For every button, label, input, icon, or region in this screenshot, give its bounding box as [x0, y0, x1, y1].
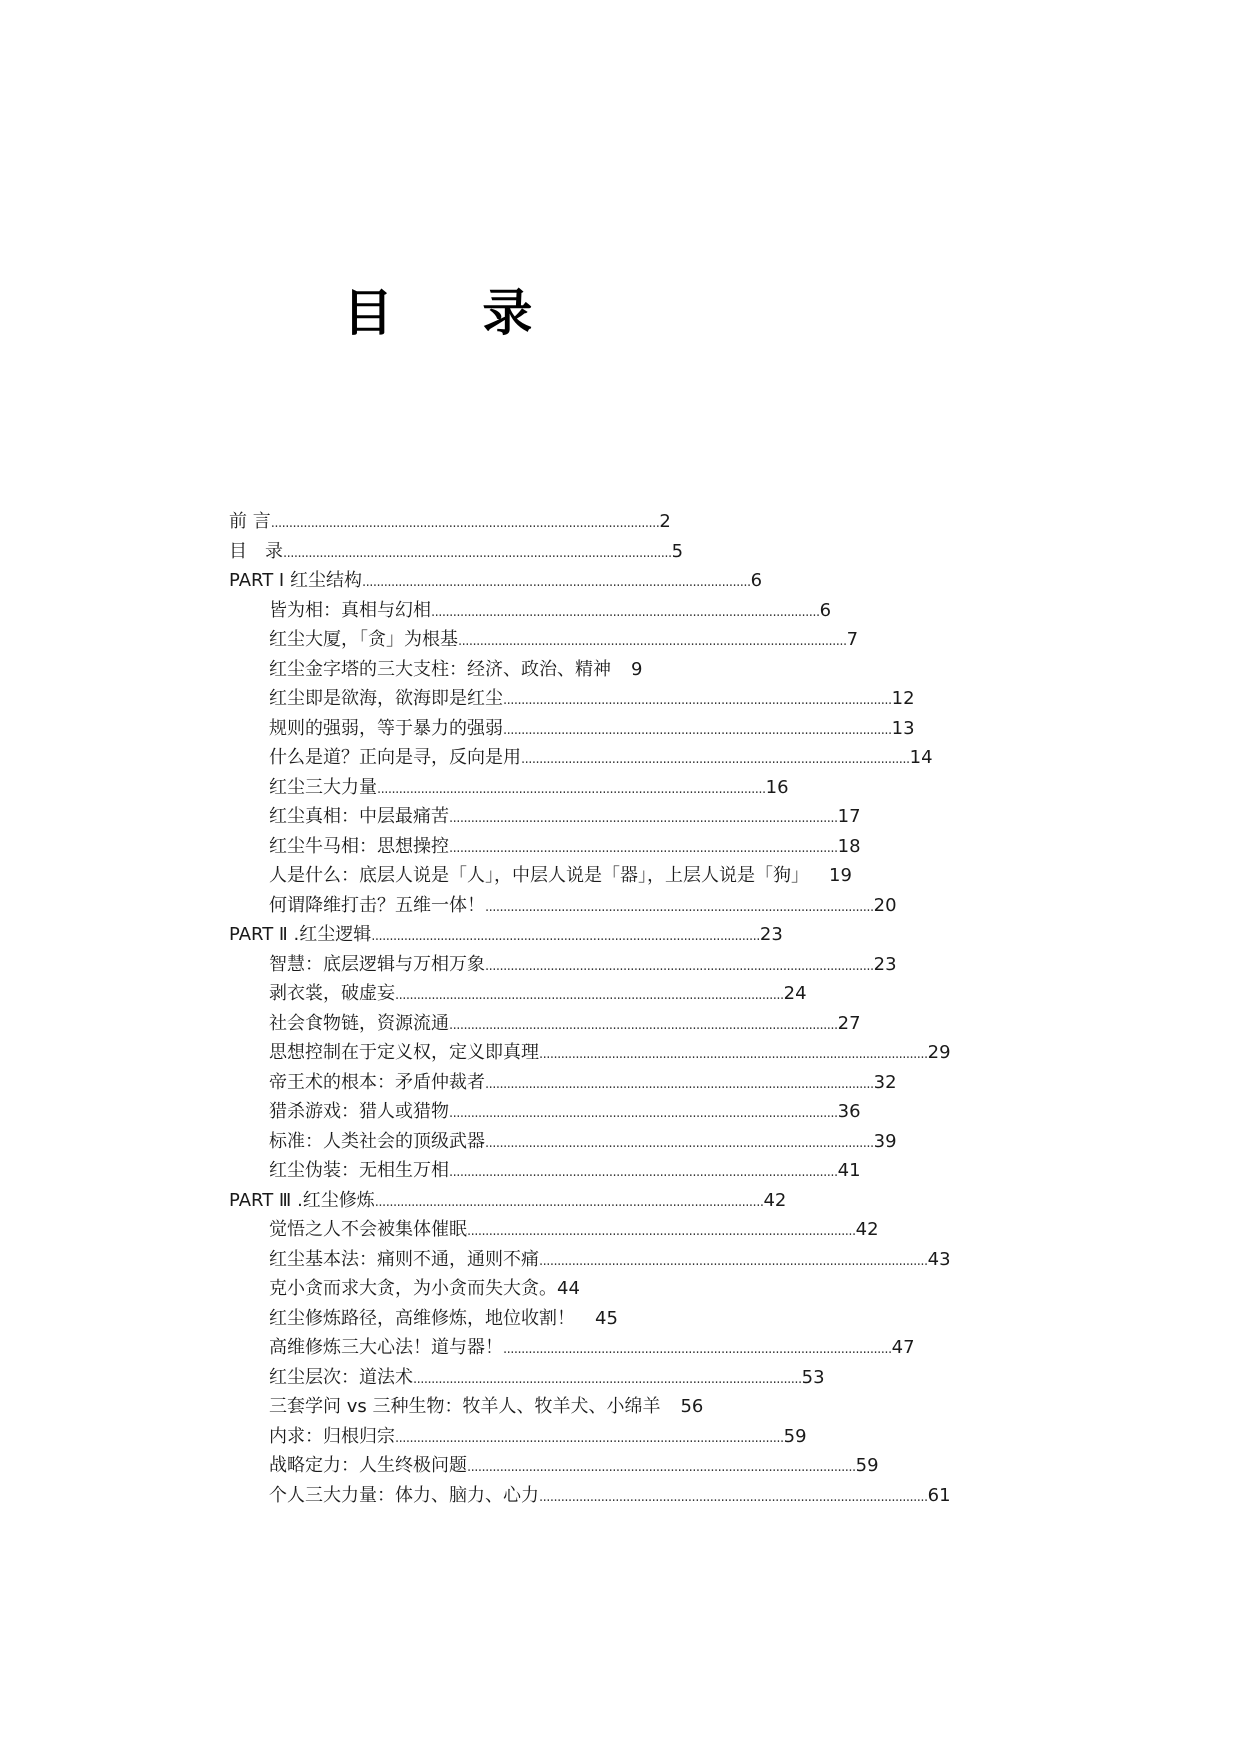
- toc-entry[interactable]: [229, 596, 832, 626]
- toc-entry-title: 社会食物链，资源流通: [269, 1012, 449, 1034]
- toc-leader-dots: ...........................................................................................................: [521, 752, 910, 767]
- toc-leader-dots: ...........................................................................................................: [395, 1430, 784, 1446]
- toc-page-number: 20: [873, 894, 897, 916]
- toc-entry[interactable]: [229, 1038, 951, 1068]
- toc-entry[interactable]: [229, 655, 929, 685]
- toc-page-number: 39: [873, 1130, 897, 1152]
- toc-leader-dots: ...........................................................................................................: [458, 634, 847, 649]
- toc-leader-dots: ...........................................................................................................: [467, 1224, 856, 1239]
- toc-entry-title: 标准：人类社会的顶级武器: [269, 1130, 485, 1152]
- toc-entry[interactable]: [229, 1186, 787, 1216]
- toc-leader-dots: ...........................................................................................................: [503, 722, 892, 738]
- toc-entry[interactable]: [229, 714, 915, 744]
- toc-page-number: 29: [927, 1042, 951, 1063]
- toc-page-number: 2: [659, 511, 671, 532]
- toc-page-number: 43: [927, 1248, 951, 1270]
- toc-entry-title: 规则的强弱，等于暴力的强弱: [269, 717, 503, 739]
- toc-entry-title: 思想控制在于定义权，定义即真理: [269, 1042, 539, 1063]
- toc-entry-title: 猎杀游戏：猎人或猎物: [269, 1101, 449, 1122]
- toc-entry[interactable]: [229, 1451, 879, 1481]
- toc-entry-title: 内求：归根归宗: [269, 1425, 395, 1447]
- toc-page-number: 24: [783, 983, 807, 1004]
- toc-entry-title: 红尘伪装：无相生万相: [269, 1160, 449, 1181]
- toc-entry-title: 智慧：底层逻辑与万相万象: [269, 953, 485, 975]
- toc-entry[interactable]: [229, 1304, 929, 1334]
- toc-page-number: 6: [750, 570, 763, 591]
- toc-entry-title: 人是什么：底层人说是「人」，中层人说是「器」，上层人说是「狗」: [269, 865, 809, 886]
- toc-entry-title: 红尘层次：道法术: [269, 1366, 413, 1388]
- toc-leader-dots: ...........................................................................................................: [485, 1076, 874, 1092]
- toc-leader-dots: ...........................................................................................................: [539, 1047, 928, 1062]
- toc-leader-dots: ...........................................................................................................: [449, 811, 838, 826]
- toc-page-number: 59: [855, 1455, 879, 1476]
- toc-page-number: 53: [801, 1366, 825, 1388]
- toc-entry[interactable]: [229, 1068, 897, 1098]
- toc-entry-title: 红尘金字塔的三大支柱：经济、政治、精神: [269, 658, 611, 680]
- toc-page-number: 16: [765, 776, 789, 798]
- page-title: 目 录: [343, 284, 569, 342]
- toc-entry[interactable]: [229, 832, 861, 862]
- toc-entry-title: 觉悟之人不会被集体催眠: [269, 1219, 467, 1240]
- toc-entry-title: 什么是道？正向是寻，反向是用: [269, 747, 521, 768]
- toc-entry-title: 剥衣裳，破虚妄: [269, 983, 395, 1004]
- toc-entry-title: PART Ⅰ 红尘结构: [229, 570, 362, 591]
- toc-page-number: 61: [927, 1484, 951, 1506]
- toc-entry-title: PART Ⅲ .红尘修炼: [229, 1189, 375, 1211]
- toc-entry-title: 红尘牛马相：思想操控: [269, 835, 449, 857]
- toc-entry[interactable]: [229, 1097, 861, 1127]
- toc-page-number: 44: [557, 1278, 580, 1299]
- toc-entry[interactable]: [229, 1392, 929, 1422]
- toc-leader-dots: ...........................................................................................................: [539, 1489, 928, 1505]
- toc-entry[interactable]: [229, 1156, 861, 1186]
- toc-page-number: 12: [891, 688, 915, 709]
- toc-entry-title: 克小贪而求大贪，为小贪而失大贪。: [269, 1278, 557, 1299]
- toc-entry[interactable]: [229, 920, 783, 950]
- toc-page-number: 17: [837, 806, 861, 827]
- toc-entry[interactable]: [229, 1333, 915, 1363]
- toc-entry-title: 红尘大厦，「贪」为根基: [269, 629, 458, 650]
- toc-page-number: 23: [873, 953, 897, 975]
- toc-leader-dots: ...........................................................................................................: [283, 545, 672, 561]
- toc-entry-title: 前 言: [229, 511, 271, 532]
- toc-leader-dots: ...........................................................................................................: [371, 929, 760, 944]
- toc-entry-title: 红尘即是欲海，欲海即是红尘: [269, 688, 503, 709]
- toc-page-number: 27: [837, 1012, 861, 1034]
- toc-page-number: 42: [855, 1219, 879, 1240]
- toc-page-number: 13: [891, 717, 915, 739]
- toc-entry[interactable]: [229, 1009, 861, 1039]
- toc-entry[interactable]: [229, 684, 915, 714]
- toc-entry[interactable]: [229, 537, 684, 567]
- toc-page-number: 56: [680, 1396, 704, 1417]
- toc-leader-dots: ...........................................................................................................: [485, 899, 874, 915]
- toc-leader-dots: ...........................................................................................................: [449, 1165, 838, 1180]
- toc-leader-dots: ...........................................................................................................: [449, 840, 838, 856]
- toc-entry-title: 目 录: [229, 540, 283, 562]
- toc-page-number: 6: [819, 599, 832, 621]
- toc-entry[interactable]: [229, 743, 933, 773]
- toc-entry[interactable]: [229, 802, 861, 832]
- toc-leader-dots: ...........................................................................................................: [413, 1371, 802, 1387]
- toc-entry-title: 高维修炼三大心法！道与器！: [269, 1337, 503, 1358]
- toc-leader-dots: ...........................................................................................................: [485, 958, 874, 974]
- toc-entry[interactable]: [229, 1215, 879, 1245]
- toc-page-number: 36: [837, 1101, 861, 1122]
- toc-entry-title: 红尘真相：中层最痛苦: [269, 806, 449, 827]
- toc-entry[interactable]: [229, 1481, 951, 1511]
- toc-entry[interactable]: [229, 950, 897, 980]
- table-of-contents: [229, 507, 951, 1510]
- toc-page-number: 19: [829, 865, 852, 886]
- toc-entry[interactable]: [229, 773, 789, 803]
- toc-page-number: 14: [909, 747, 933, 768]
- toc-page-number: 18: [837, 835, 861, 857]
- toc-leader-dots: ...........................................................................................................: [503, 1342, 892, 1357]
- toc-entry-title: 帝王术的根本：矛盾仲裁者: [269, 1071, 485, 1093]
- toc-page-number: 45: [595, 1307, 618, 1329]
- toc-entry[interactable]: [229, 625, 859, 655]
- toc-leader-dots: ...........................................................................................................: [431, 604, 820, 620]
- toc-entry-title: 何谓降维打击？五维一体！: [269, 894, 485, 916]
- toc-entry[interactable]: [229, 1422, 807, 1452]
- toc-leader-dots: ...........................................................................................................: [377, 781, 766, 797]
- toc-entry[interactable]: [229, 979, 807, 1009]
- toc-page-number: 42: [763, 1189, 787, 1211]
- toc-entry[interactable]: [229, 891, 897, 921]
- toc-page-number: 23: [759, 924, 783, 945]
- toc-entry[interactable]: [229, 507, 671, 537]
- toc-leader-dots: ...........................................................................................................: [503, 693, 892, 708]
- toc-entry[interactable]: [229, 1245, 951, 1275]
- toc-leader-dots: ...........................................................................................................: [449, 1017, 838, 1033]
- toc-entry[interactable]: [229, 1127, 897, 1157]
- toc-page-number: 7: [846, 629, 859, 650]
- toc-page-number: 47: [891, 1337, 915, 1358]
- toc-page-number: 32: [873, 1071, 897, 1093]
- toc-entry-title: 红尘修炼路径，高维修炼，地位收割！: [269, 1307, 575, 1329]
- toc-leader-dots: ...........................................................................................................: [467, 1460, 856, 1475]
- toc-leader-dots: ...........................................................................................................: [539, 1253, 928, 1269]
- toc-leader-dots: ...........................................................................................................: [361, 575, 751, 590]
- toc-page-number: 41: [837, 1160, 861, 1181]
- toc-entry[interactable]: [229, 566, 763, 596]
- toc-entry[interactable]: [229, 1363, 825, 1393]
- toc-leader-dots: ...........................................................................................................: [374, 1194, 764, 1210]
- toc-leader-dots: ...........................................................................................................: [485, 1135, 874, 1151]
- toc-entry-title: 红尘三大力量: [269, 776, 377, 798]
- toc-entry-title: 三套学问 vs 三种生物：牧羊人、牧羊犬、小绵羊: [269, 1396, 661, 1417]
- toc-entry-title: 战略定力：人生终极问题: [269, 1455, 467, 1476]
- toc-page-number: 5: [671, 540, 684, 562]
- toc-leader-dots: ...........................................................................................................: [270, 516, 660, 531]
- toc-entry[interactable]: [229, 861, 929, 891]
- toc-leader-dots: ...........................................................................................................: [449, 1106, 838, 1121]
- toc-entry-title: 个人三大力量：体力、脑力、心力: [269, 1484, 539, 1506]
- toc-entry-title: 红尘基本法：痛则不通，通则不痛: [269, 1248, 539, 1270]
- toc-entry[interactable]: [229, 1274, 929, 1304]
- toc-page-number: 59: [783, 1425, 807, 1447]
- toc-entry-title: 皆为相：真相与幻相: [269, 599, 431, 621]
- toc-entry-title: PART Ⅱ .红尘逻辑: [229, 924, 372, 945]
- toc-page-number: 9: [631, 658, 643, 680]
- toc-leader-dots: ...........................................................................................................: [395, 988, 784, 1003]
